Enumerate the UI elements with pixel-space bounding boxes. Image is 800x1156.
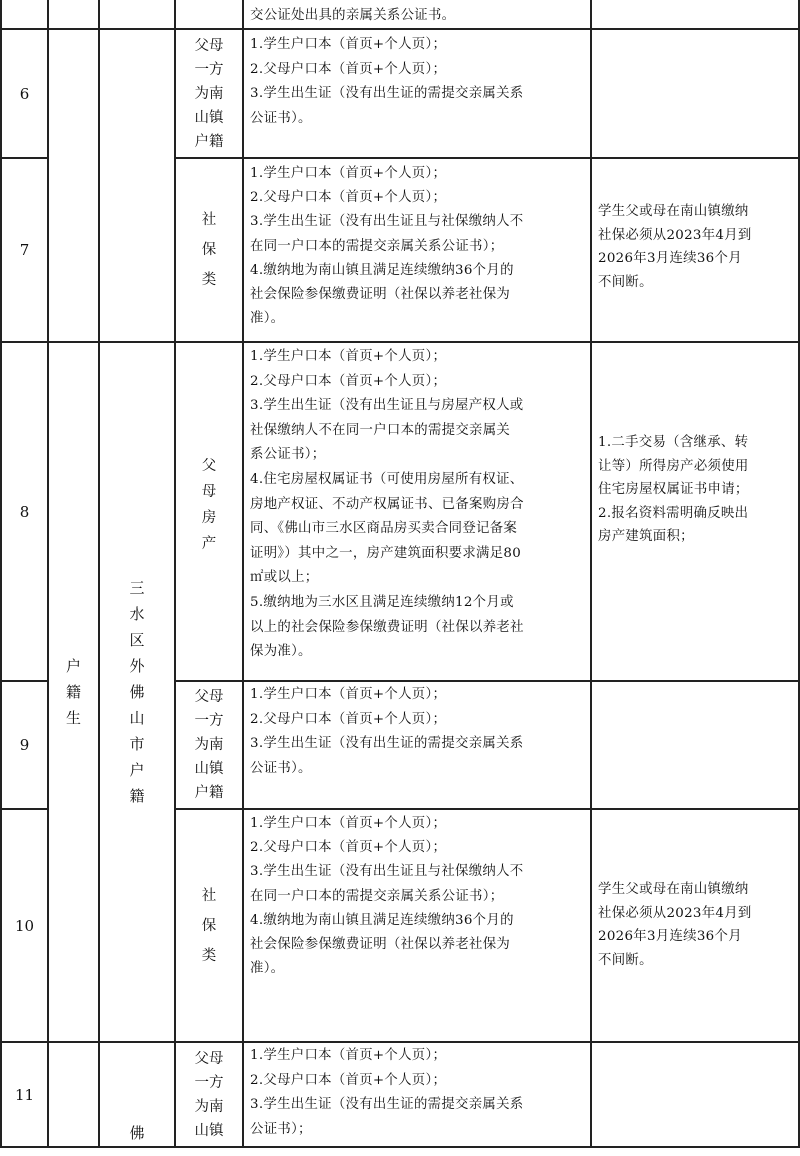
rule bbox=[174, 157, 800, 159]
category-cell: 父母 一方 为南 山镇 户籍 bbox=[194, 689, 224, 801]
remark: 1.二手交易（含继承、转 让等）所得房产必须使用 住宅房屋权属证书申请； 2.报名资料需明确反映出 房产建筑面积； bbox=[598, 435, 749, 544]
row-number: 10 bbox=[14, 916, 35, 935]
row-number: 6 bbox=[19, 84, 30, 103]
required-documents: 1.学生户口本（首页+个人页）； 2.父母户口本（首页+个人页）； 3.学生出生证（没有出生证且与社保缴纳人不 在同一户口本的需提交亲属关系公证书）； 4.缴纳地为南山镇且满足连续缴纳36个月的 社会保险参保缴费证明（社保以养老社保为 准）。 bbox=[250, 166, 524, 327]
required-documents: 1.学生户口本（首页+个人页）； 2.父母户口本（首页+个人页）； 3.学生出生证（没有出生证且与社保缴纳人不 在同一户口本的需提交亲属关系公证书）； 4.缴纳地为南山镇且满足连续缴纳36个月的 社会保险参保缴费证明（社保以养老社保为 准）。 bbox=[250, 816, 524, 977]
required-documents: 交公证处出具的亲属关系公证书。 bbox=[250, 8, 456, 23]
category-cell: 父 母 房 产 bbox=[201, 458, 217, 552]
category-cell: 社 保 类 bbox=[201, 887, 217, 964]
row-number: 11 bbox=[14, 1085, 35, 1104]
region-label-next: 佛 bbox=[129, 1124, 145, 1142]
row-number: 8 bbox=[19, 502, 30, 521]
rule bbox=[174, 808, 800, 810]
remark: 学生父或母在南山镇缴纳 社保必须从2023年4月到 2026年3月连续36个月 不间断。 bbox=[598, 204, 752, 290]
rule bbox=[0, 1146, 800, 1148]
rule bbox=[174, 680, 800, 682]
rule bbox=[0, 28, 800, 30]
required-documents: 1.学生户口本（首页+个人页）； 2.父母户口本（首页+个人页）； 3.学生出生证（没有出生证的需提交亲属关系 公证书）； bbox=[250, 1048, 524, 1137]
category-cell: 父母 一方 为南 山镇 户籍 bbox=[194, 37, 224, 150]
remark: 学生父或母在南山镇缴纳 社保必须从2023年4月到 2026年3月连续36个月 不间断。 bbox=[598, 882, 752, 968]
required-documents: 1.学生户口本（首页+个人页）； 2.父母户口本（首页+个人页）； 3.学生出生证（没有出生证的需提交亲属关系 公证书）。 bbox=[250, 687, 524, 776]
rule bbox=[590, 0, 592, 1148]
region-label: 三 水 区 外 佛 山 市 户 籍 bbox=[129, 579, 145, 805]
row-number: 7 bbox=[19, 241, 30, 259]
required-documents: 1.学生户口本（首页+个人页）； 2.父母户口本（首页+个人页）； 3.学生出生证（没有出生证的需提交亲属关系 公证书）。 bbox=[250, 37, 524, 126]
student-type-label: 户 籍 生 bbox=[65, 657, 81, 727]
category-cell: 社 保 类 bbox=[201, 212, 217, 288]
rule bbox=[0, 1041, 800, 1043]
rule bbox=[242, 0, 244, 1148]
required-documents: 1.学生户口本（首页+个人页）； 2.父母户口本（首页+个人页）； 3.学生出生证（没有出生证且与房屋产权人或 社保缴纳人不在同一户口本的需提交亲属关 系公证书）； 4.住宅房屋权属证书（可使用房屋所有权证、 房地产权证、不动产权属证书、已备案购房合 同、《佛山市三水区商品房买卖合同登记备案 证明》）其中之一，房产建筑面积要求满足80 ㎡或以上； 5.缴纳地为三水区且满足连续缴纳12个月或 以上的社会保险参保缴费证明（社保以养老社 保为准）。 bbox=[250, 349, 524, 660]
row-number: 9 bbox=[19, 736, 30, 754]
category-cell: 父母 一方 为南 山镇 bbox=[194, 1051, 224, 1139]
